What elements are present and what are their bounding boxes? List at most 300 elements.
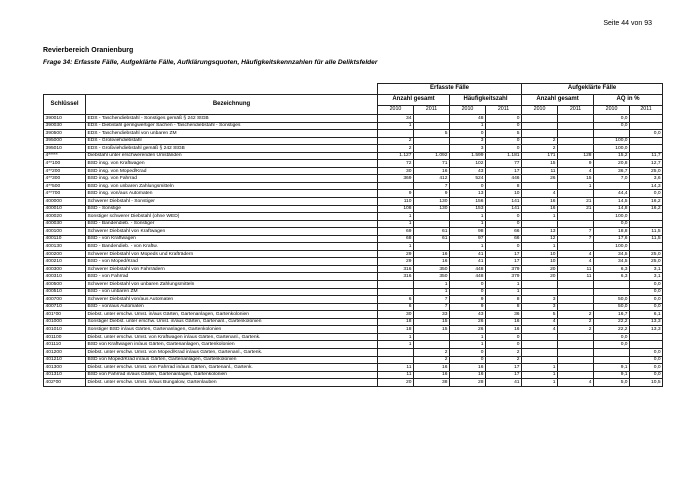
bezeichnung-cell: Diebst. unter erschw. Umst. in/aus Bungalow, Gartenlauben (86, 379, 378, 387)
table-row (44, 273, 663, 281)
aq-2010-cell: 7,0 (594, 175, 630, 183)
aufgeklaert-2011-cell: 9 (558, 160, 594, 168)
hz-2010-cell: 0 (450, 182, 486, 190)
table-row (44, 137, 663, 145)
schluessel-cell: 400500 (44, 281, 86, 289)
hz-2010-cell: 153 (450, 205, 486, 213)
aufgeklaert-2011-cell (558, 122, 594, 130)
aq-2010-cell: 14,5 (594, 198, 630, 206)
aufgeklaert-2011-cell (558, 341, 594, 349)
schluessel-cell: 400300 (44, 265, 86, 273)
aq-2011-cell: 13,3 (630, 318, 663, 326)
aq-2011-cell: 25,0 (630, 258, 663, 266)
aufgeklaert-2010-cell: 26 (522, 175, 558, 183)
bezeichnung-cell: BSD - Bandendieb. - Sonstiger (86, 220, 378, 228)
bezeichnung-cell: Schwerer Diebstahl von unbaren Zahlungsmitteln (86, 281, 378, 289)
erfasst-2011-cell (414, 213, 450, 221)
aufgeklaert-2011-cell (558, 281, 594, 289)
aq-2011-cell: 12,7 (630, 160, 663, 168)
aufgeklaert-2010-cell (522, 115, 558, 123)
hz-2011-cell: 16 (486, 326, 522, 334)
erfasst-2010-cell: 1.127 (378, 152, 414, 160)
aufgeklaert-2011-cell (558, 190, 594, 198)
erfasst-2010-cell: 34 (378, 115, 414, 123)
hz-2011-cell: 0 (486, 137, 522, 145)
hz-2010-cell: 26 (450, 326, 486, 334)
erfasst-2011-cell: 1 (414, 288, 450, 296)
aq-2011-cell: 0,0 (630, 190, 663, 198)
erfasst-2011-cell: 61 (414, 235, 450, 243)
erfasst-2011-cell: 130 (414, 198, 450, 206)
bezeichnung-cell: Schwerer Diebstahl von Fahrrädern (86, 265, 378, 273)
aufgeklaert-2010-cell (522, 182, 558, 190)
hz-2011-cell: 1 (486, 288, 522, 296)
bezeichnung-cell: BSD von Kraftwagen in/aus Gärten, Gartenanlagen, Gartenkolonien (86, 341, 378, 349)
aq-2010-cell: 34,5 (594, 250, 630, 258)
aq-2010-cell: 15,2 (594, 152, 630, 160)
erfasst-2010-cell: 1 (378, 333, 414, 341)
schluessel-cell: 401200 (44, 348, 86, 356)
bezeichnung-cell: BSD - von/aus Automaten (86, 303, 378, 311)
erfasst-2011-cell (414, 333, 450, 341)
bezeichnung-cell: Schwerer Diebstahl von Mopeds und Krafträdern (86, 250, 378, 258)
schluessel-cell: 400200 (44, 250, 86, 258)
schluessel-cell: 400210 (44, 258, 86, 266)
schluessel-cell: 400510 (44, 288, 86, 296)
hz-2010-cell: 1 (450, 220, 486, 228)
hz-2010-cell: 0 (450, 130, 486, 138)
aq-2010-cell (594, 348, 630, 356)
hz-2010-cell: 98 (450, 228, 486, 236)
erfasst-2010-cell: 2 (378, 145, 414, 153)
aq-2010-cell: 44,4 (594, 190, 630, 198)
erfasst-2011-cell: 16 (414, 167, 450, 175)
schluessel-cell: 4**500 (44, 182, 86, 190)
aq-2010-cell (594, 281, 630, 289)
aufgeklaert-2011-cell (558, 364, 594, 372)
table-row (44, 311, 663, 319)
schluessel-cell: 401110 (44, 341, 86, 349)
aufgeklaert-2010-cell (522, 341, 558, 349)
aq-2011-cell: 0,0 (630, 303, 663, 311)
erfasst-2010-cell: 1 (378, 213, 414, 221)
hz-2011-cell: 0 (486, 243, 522, 251)
bezeichnung-cell: BSD - von unbaren ZM (86, 288, 378, 296)
schluessel-cell: 400700 (44, 296, 86, 304)
erfasst-2010-cell (378, 130, 414, 138)
aq-2010-cell (594, 130, 630, 138)
aufgeklaert-2011-cell: 1 (558, 182, 594, 190)
schluessel-cell: 390500 (44, 130, 86, 138)
aufgeklaert-2011-cell (558, 333, 594, 341)
aq-2011-cell (630, 137, 663, 145)
hz-2010-cell: 3 (450, 145, 486, 153)
erfasst-2011-cell: 412 (414, 175, 450, 183)
schluessel-cell: 401300 (44, 364, 86, 372)
aufgeklaert-2010-cell (522, 348, 558, 356)
bezeichnung-cell: Schwerer Diebstahl - Sonstiger (86, 198, 378, 206)
header-year: 2010 (522, 106, 558, 115)
table-row (44, 333, 663, 341)
aq-2010-cell: 20,8 (594, 160, 630, 168)
schluessel-cell: 4***** (44, 152, 86, 160)
erfasst-2010-cell: 29 (378, 250, 414, 258)
hz-2010-cell: 0 (450, 356, 486, 364)
aufgeklaert-2010-cell: 4 (522, 318, 558, 326)
header-year: 2010 (450, 106, 486, 115)
hz-2011-cell: 16 (486, 318, 522, 326)
hz-2011-cell: 0 (486, 213, 522, 221)
hz-2011-cell: 5 (486, 130, 522, 138)
aufgeklaert-2011-cell: 2 (558, 326, 594, 334)
bezeichnung-cell: EDS - Taschendiebstahl von unbaren ZM (86, 130, 378, 138)
hz-2010-cell: 41 (450, 258, 486, 266)
aufgeklaert-2011-cell: 21 (558, 205, 594, 213)
table-row (44, 115, 663, 123)
table-row (44, 190, 663, 198)
table-row (44, 160, 663, 168)
aq-2010-cell: 18,8 (594, 228, 630, 236)
table-row (44, 235, 663, 243)
table-row (44, 348, 663, 356)
hz-2010-cell: 1 (450, 213, 486, 221)
erfasst-2010-cell (378, 356, 414, 364)
bezeichnung-cell: Diebst. unter erschw. Umst. von Fahrrad in/aus Gärten, Gartenanl., Gartenk. (86, 364, 378, 372)
hz-2011-cell: 66 (486, 235, 522, 243)
aufgeklaert-2011-cell (558, 145, 594, 153)
aufgeklaert-2011-cell: 4 (558, 379, 594, 387)
schluessel-cell: 400020 (44, 213, 86, 221)
hz-2011-cell: 141 (486, 198, 522, 206)
erfasst-2010-cell: 30 (378, 167, 414, 175)
erfasst-2010-cell: 68 (378, 235, 414, 243)
table-row (44, 243, 663, 251)
hz-2010-cell: 9 (450, 296, 486, 304)
aq-2010-cell: 100,0 (594, 145, 630, 153)
aufgeklaert-2010-cell: 1 (522, 379, 558, 387)
erfasst-2011-cell: 16 (414, 371, 450, 379)
hz-2010-cell: 1 (450, 243, 486, 251)
aufgeklaert-2011-cell (558, 348, 594, 356)
aq-2011-cell: 0,0 (630, 348, 663, 356)
erfasst-2010-cell: 29 (378, 258, 414, 266)
schluessel-cell: 4**200 (44, 167, 86, 175)
erfasst-2010-cell: 6 (378, 296, 414, 304)
bezeichnung-cell: Sonstiger BSD in/aus Gärten, Gartenanlagen, Gartenkolonien (86, 326, 378, 334)
hz-2010-cell: 0 (450, 281, 486, 289)
bezeichnung-cell: BSD von Moped/Krad in/aus Gärten, Gartenanlagen, Gartenkolonien (86, 356, 378, 364)
aufgeklaert-2010-cell: 5 (522, 311, 558, 319)
aq-2011-cell: 0,0 (630, 130, 663, 138)
schluessel-cell: 401*00 (44, 311, 86, 319)
bezeichnung-cell: Diebst. unter erschw. Umst. von Kraftwagen in/aus Gärten, Gartenanl., Gartenk. (86, 333, 378, 341)
aq-2010-cell: 9,1 (594, 364, 630, 372)
schluessel-cell: 400110 (44, 235, 86, 243)
header-year: 2011 (414, 106, 450, 115)
header-aufgeklaerte-faelle: Aufgeklärte Fälle (522, 84, 663, 95)
aq-2011-cell: 0,0 (630, 281, 663, 289)
aufgeklaert-2010-cell: 3 (522, 303, 558, 311)
header-anzahl-gesamt: Anzahl gesamt (378, 95, 450, 106)
aq-2010-cell: 22,2 (594, 326, 630, 334)
erfasst-2011-cell (414, 243, 450, 251)
erfasst-2011-cell: 350 (414, 273, 450, 281)
header-aq-prozent: AQ in % (594, 95, 663, 106)
table-body (44, 115, 663, 387)
aufgeklaert-2010-cell: 171 (522, 152, 558, 160)
aufgeklaert-2011-cell: 11 (558, 265, 594, 273)
erfasst-2011-cell (414, 341, 450, 349)
aufgeklaert-2011-cell: 2 (558, 318, 594, 326)
aufgeklaert-2010-cell: 2 (522, 137, 558, 145)
aufgeklaert-2010-cell: 2 (522, 145, 558, 153)
header-year: 2010 (594, 106, 630, 115)
hz-2011-cell: 0 (486, 145, 522, 153)
aq-2011-cell: 0,0 (630, 364, 663, 372)
erfasst-2011-cell: 2 (414, 348, 450, 356)
aq-2010-cell: 17,6 (594, 235, 630, 243)
erfasst-2010-cell: 11 (378, 371, 414, 379)
aq-2010-cell: 16,7 (594, 311, 630, 319)
aq-2011-cell (630, 243, 663, 251)
table-row (44, 250, 663, 258)
erfasst-2010-cell: 30 (378, 311, 414, 319)
table-row (44, 175, 663, 183)
aufgeklaert-2010-cell: 10 (522, 250, 558, 258)
aufgeklaert-2010-cell: 20 (522, 265, 558, 273)
hz-2011-cell: 379 (486, 265, 522, 273)
erfasst-2011-cell: 16 (414, 364, 450, 372)
erfasst-2011-cell (414, 220, 450, 228)
aufgeklaert-2011-cell: 11 (558, 273, 594, 281)
table-row (44, 364, 663, 372)
aq-2011-cell: 0,0 (630, 371, 663, 379)
table-row (44, 281, 663, 289)
bezeichnung-cell: EDS - Diebstahl geringwertiger Sachen - Taschendiebstahl - Sonstiges (86, 122, 378, 130)
schluessel-cell: 401100 (44, 333, 86, 341)
schluessel-cell: 401310 (44, 371, 86, 379)
bezeichnung-cell: Schwerer Diebstahl von Kraftwagen (86, 228, 378, 236)
hz-2011-cell: 141 (486, 205, 522, 213)
erfasst-2011-cell: 38 (414, 379, 450, 387)
erfasst-2010-cell (378, 348, 414, 356)
hz-2010-cell: 1.599 (450, 152, 486, 160)
hz-2011-cell: 17 (486, 250, 522, 258)
erfasst-2011-cell: 9 (414, 190, 450, 198)
aq-2011-cell: 11,5 (630, 235, 663, 243)
hz-2010-cell: 1 (450, 122, 486, 130)
hz-2011-cell: 0 (486, 122, 522, 130)
hz-2010-cell: 156 (450, 198, 486, 206)
table-row (44, 341, 663, 349)
hz-2010-cell: 16 (450, 364, 486, 372)
schluessel-cell: 390030 (44, 122, 86, 130)
aufgeklaert-2011-cell: 4 (558, 250, 594, 258)
aq-2011-cell: 16,2 (630, 205, 663, 213)
aufgeklaert-2010-cell (522, 281, 558, 289)
erfasst-2010-cell (378, 281, 414, 289)
aq-2011-cell: 0,0 (630, 356, 663, 364)
erfasst-2010-cell: 1 (378, 341, 414, 349)
erfasst-2011-cell: 130 (414, 205, 450, 213)
aq-2011-cell: 11,5 (630, 228, 663, 236)
aq-2010-cell: 0,0 (594, 333, 630, 341)
aufgeklaert-2010-cell: 1 (522, 371, 558, 379)
region-title: Revierbereich Oranienburg (43, 47, 134, 54)
hz-2011-cell: 77 (486, 160, 522, 168)
aufgeklaert-2011-cell: 7 (558, 228, 594, 236)
schluessel-cell: 400130 (44, 243, 86, 251)
aq-2010-cell: 5,0 (594, 379, 630, 387)
schluessel-cell: 400010 (44, 205, 86, 213)
aq-2010-cell (594, 288, 630, 296)
bezeichnung-cell: BSD insg. von Kraftwagen (86, 160, 378, 168)
table-row (44, 205, 663, 213)
hz-2011-cell: 1.181 (486, 152, 522, 160)
schluessel-cell: 4**300 (44, 175, 86, 183)
table-row (44, 296, 663, 304)
aufgeklaert-2010-cell: 1 (522, 364, 558, 372)
aufgeklaert-2011-cell (558, 243, 594, 251)
schluessel-cell: 400710 (44, 303, 86, 311)
aufgeklaert-2010-cell: 16 (522, 198, 558, 206)
table-row (44, 379, 663, 387)
aq-2010-cell: 0,0 (594, 122, 630, 130)
aq-2011-cell: 3,6 (630, 175, 663, 183)
schluessel-cell: 401210 (44, 356, 86, 364)
hz-2011-cell: 0 (486, 333, 522, 341)
hz-2010-cell: 102 (450, 160, 486, 168)
bezeichnung-cell: BSD insg. von/aus Automaten (86, 190, 378, 198)
erfasst-2011-cell: 61 (414, 228, 450, 236)
aufgeklaert-2011-cell: 7 (558, 235, 594, 243)
aq-2010-cell: 6,3 (594, 265, 630, 273)
table-row (44, 220, 663, 228)
erfasst-2011-cell: 33 (414, 311, 450, 319)
aq-2010-cell: 22,2 (594, 318, 630, 326)
aq-2011-cell: 0,0 (630, 288, 663, 296)
erfasst-2011-cell: 16 (414, 258, 450, 266)
bezeichnung-cell: EDS - Taschendiebstahl - Sonstiges gemäß § 242 StGB (86, 115, 378, 123)
aufgeklaert-2010-cell (522, 130, 558, 138)
aq-2011-cell: 25,0 (630, 250, 663, 258)
table-row (44, 326, 663, 334)
aufgeklaert-2010-cell: 10 (522, 258, 558, 266)
hz-2010-cell: 1 (450, 333, 486, 341)
hz-2010-cell: 13 (450, 190, 486, 198)
aq-2011-cell: 3,1 (630, 273, 663, 281)
aufgeklaert-2010-cell (522, 220, 558, 228)
schluessel-cell: 400000 (44, 198, 86, 206)
bezeichnung-cell: BSD - von Moped/Krad (86, 258, 378, 266)
schluessel-cell: 401010 (44, 326, 86, 334)
aq-2011-cell: 16,2 (630, 198, 663, 206)
hz-2010-cell: 43 (450, 167, 486, 175)
table-row (44, 130, 663, 138)
hz-2011-cell: 8 (486, 296, 522, 304)
aufgeklaert-2010-cell: 1 (522, 243, 558, 251)
erfasst-2011-cell: 7 (414, 296, 450, 304)
aq-2010-cell: 0,0 (594, 341, 630, 349)
aq-2010-cell: 100,0 (594, 213, 630, 221)
aq-2011-cell: 10,5 (630, 379, 663, 387)
page-number: Seite 44 von 93 (603, 20, 652, 27)
aq-2010-cell (594, 182, 630, 190)
aufgeklaert-2010-cell: 15 (522, 160, 558, 168)
aq-2010-cell: 50,0 (594, 303, 630, 311)
erfasst-2011-cell: 16 (414, 250, 450, 258)
header-haeufigkeitszahl: Häufigkeitszahl (450, 95, 522, 106)
schluessel-cell: 4**700 (44, 190, 86, 198)
aufgeklaert-2011-cell: 4 (558, 258, 594, 266)
aufgeklaert-2010-cell (522, 122, 558, 130)
aufgeklaert-2010-cell: 16 (522, 205, 558, 213)
schluessel-cell: 400310 (44, 273, 86, 281)
aq-2010-cell: 0,0 (594, 220, 630, 228)
aufgeklaert-2010-cell: 4 (522, 326, 558, 334)
aufgeklaert-2011-cell: 4 (558, 167, 594, 175)
aq-2011-cell: 14,3 (630, 182, 663, 190)
aq-2010-cell (594, 356, 630, 364)
header-year: 2011 (630, 106, 663, 115)
header-year: 2010 (378, 106, 414, 115)
erfasst-2010-cell: 110 (378, 198, 414, 206)
table-row (44, 318, 663, 326)
statistics-table (43, 83, 663, 387)
hz-2011-cell: 17 (486, 364, 522, 372)
hz-2010-cell: 3 (450, 137, 486, 145)
aq-2011-cell: 3,1 (630, 265, 663, 273)
hz-2011-cell: 17 (486, 371, 522, 379)
hz-2010-cell: 448 (450, 273, 486, 281)
bezeichnung-cell: Diebst. unter erschw. Umst. von Moped/Krad in/aus Gärten, Gartenanl., Gartenk. (86, 348, 378, 356)
aufgeklaert-2010-cell: 1 (522, 213, 558, 221)
hz-2010-cell: 9 (450, 303, 486, 311)
bezeichnung-cell: BSD insg. von Fahrrad (86, 175, 378, 183)
aq-2010-cell: 6,3 (594, 273, 630, 281)
aufgeklaert-2011-cell (558, 115, 594, 123)
erfasst-2011-cell: 350 (414, 265, 450, 273)
hz-2010-cell: 16 (450, 371, 486, 379)
aq-2011-cell: 0,0 (630, 296, 663, 304)
aq-2010-cell: 0,0 (594, 115, 630, 123)
aufgeklaert-2010-cell: 3 (522, 296, 558, 304)
hz-2011-cell: 17 (486, 258, 522, 266)
table-row (44, 167, 663, 175)
table-row (44, 122, 663, 130)
hz-2011-cell: 446 (486, 175, 522, 183)
table-row (44, 356, 663, 364)
table-row (44, 288, 663, 296)
erfasst-2011-cell (414, 115, 450, 123)
bezeichnung-cell: BSD insg. von unbaren Zahlungsmitteln (86, 182, 378, 190)
hz-2011-cell: 0 (486, 220, 522, 228)
aq-2010-cell: 34,5 (594, 258, 630, 266)
aq-2010-cell: 100,0 (594, 243, 630, 251)
table-row (44, 371, 663, 379)
erfasst-2010-cell (378, 182, 414, 190)
aq-2010-cell: 100,0 (594, 137, 630, 145)
bezeichnung-cell: EDS - Großviehdiebstahl gemäß § 242 StGB (86, 145, 378, 153)
erfasst-2010-cell: 2 (378, 137, 414, 145)
header-erfasste-faelle: Erfasste Fälle (378, 84, 522, 95)
schluessel-cell: 400030 (44, 220, 86, 228)
aq-2011-cell (630, 122, 663, 130)
table-row (44, 152, 663, 160)
aufgeklaert-2010-cell (522, 333, 558, 341)
hz-2011-cell: 0 (486, 341, 522, 349)
hz-2011-cell: 8 (486, 182, 522, 190)
